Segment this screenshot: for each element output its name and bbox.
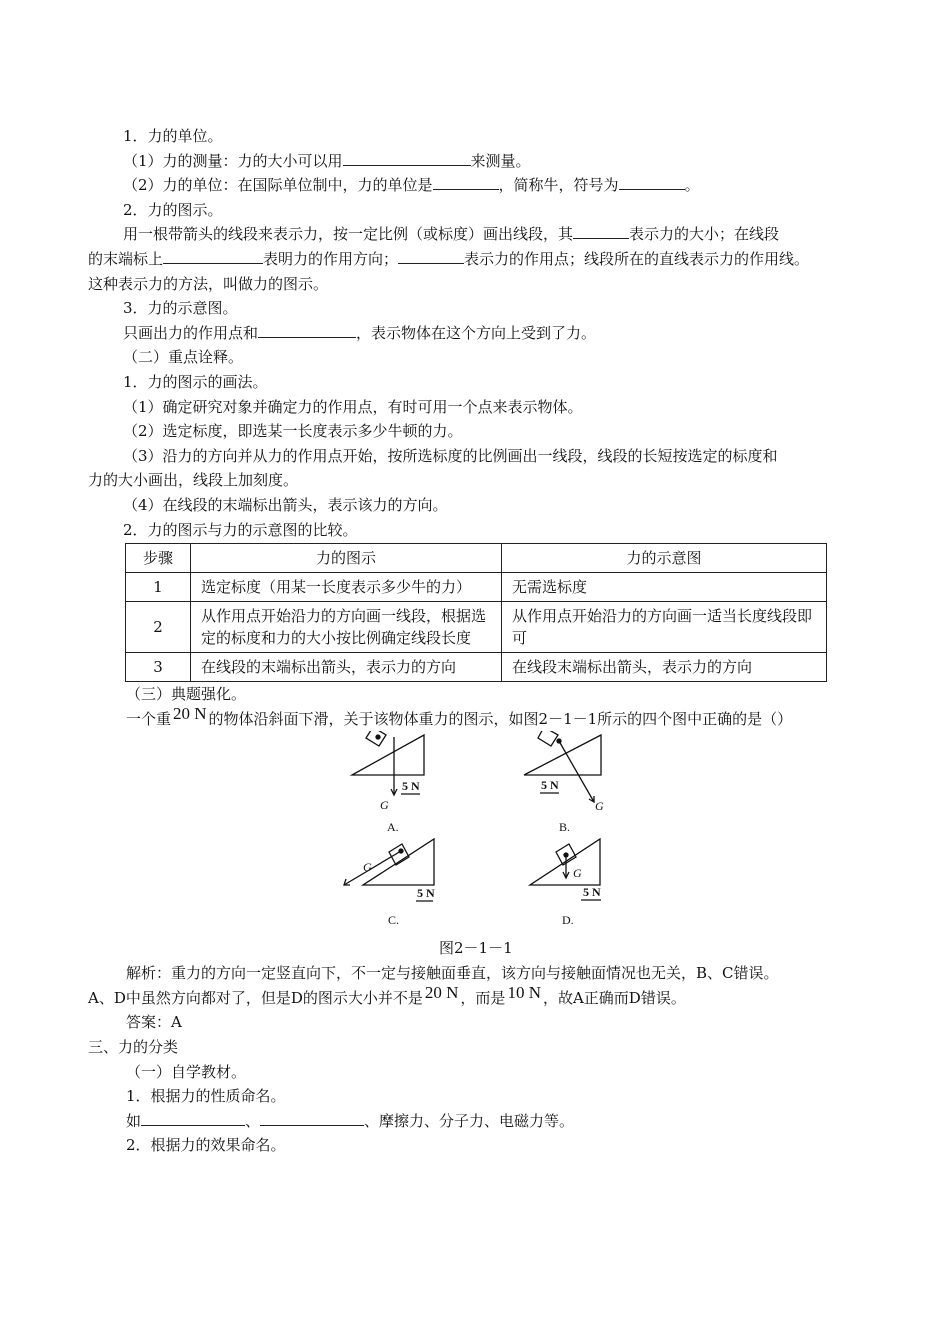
scale-label-a: 5 N — [402, 779, 420, 794]
section-3-self-study: （一）自学教材。 — [126, 1062, 247, 1081]
table-row — [126, 573, 827, 602]
heading-example: （三）典题强化。 — [126, 685, 247, 704]
blank-segment-length[interactable] — [573, 224, 629, 239]
blank-arrow[interactable] — [258, 323, 356, 338]
incline-b — [524, 735, 601, 775]
option-label-b: B. — [559, 820, 571, 835]
scale-label-c: 5 N — [417, 886, 435, 901]
block-b — [538, 731, 558, 746]
figure-caption: 图2－1－1 — [439, 939, 513, 958]
step-2: （2）选定标度，即选某一长度表示多少牛顿的力。 — [123, 422, 463, 441]
blank-start-point[interactable] — [398, 249, 464, 264]
answer: 答案：A — [126, 1013, 182, 1032]
step-3: （3）沿力的方向并从力的作用点开始，按所选标度的比例画出一线段，线段的长短按选定的标度和 — [123, 446, 778, 465]
step-1: （1）确定研究对象并确定力的作用点，有时可用一个点来表示物体。 — [123, 397, 583, 416]
point-a — [376, 735, 380, 739]
solution-line-1: 解析：重力的方向一定竖直向下，不一定与接触面垂直，该方向与接触面情况也无关，B、C错误。 — [126, 964, 779, 983]
force-label-b: G — [595, 799, 604, 814]
line-sketch-desc: 只画出力的作用点和 ，表示物体在这个方向上受到了力。 — [123, 323, 597, 342]
heading-drawing-method: 1．力的图示的画法。 — [123, 372, 268, 391]
option-label-d: D. — [562, 913, 574, 928]
heading-force-sketch: 3．力的示意图。 — [123, 299, 238, 318]
value-10n: 10 N — [507, 982, 541, 1002]
cell-diagram: 选定标度（用某一长度表示多少牛的力） — [191, 573, 502, 602]
force-line-c — [344, 851, 401, 885]
heading-comparison: 2．力的图示与力的示意图的比较。 — [123, 520, 358, 539]
table-header-row — [126, 544, 827, 573]
comparison-table — [125, 543, 827, 682]
section-3-nature: 1．根据力的性质命名。 — [126, 1087, 286, 1106]
solution-line-2: A、D中虽然方向都对了，但是D的图示大小并不是 20 N ，而是 10 N ，故A正确而D错误。 — [88, 982, 686, 1007]
incline-diagrams — [88, 731, 868, 961]
line-force-measure: （1）力的测量：力的大小可以用 来测量。 — [123, 151, 531, 170]
line-diagram-desc-3: 这种表示力的方法，叫做力的图示。 — [88, 274, 329, 293]
cell-step: 1 — [126, 573, 191, 602]
blank-unit-name[interactable] — [433, 175, 499, 190]
blank-arrow-end[interactable] — [163, 249, 263, 264]
blank-measure-tool[interactable] — [343, 151, 471, 166]
cell-sketch: 无需选标度 — [502, 573, 827, 602]
step-3-cont: 力的大小画出，线段上加刻度。 — [88, 471, 299, 490]
scale-label-d: 5 N — [583, 885, 601, 900]
force-line-b — [559, 741, 594, 802]
cell-diagram: 在线段的末端标出箭头，表示力的方向 — [191, 653, 502, 682]
cell-diagram: 从作用点开始沿力的方向画一线段，根据选定的标度和力的大小按比例确定线段长度 — [191, 602, 502, 653]
figure-2-1-1 — [88, 731, 868, 961]
cell-step: 2 — [126, 602, 191, 653]
line-diagram-desc-1: 用一根带箭头的线段来表示力，按一定比例（或标度）画出线段，其 表示力的大小；在线段 — [123, 225, 780, 244]
weight-value: 20 N — [173, 703, 207, 723]
force-label-c: G — [363, 860, 372, 875]
heading-force-unit: 1．力的单位。 — [123, 127, 223, 145]
header-sketch: 力的示意图 — [502, 544, 827, 573]
header-diagram: 力的图示 — [191, 544, 502, 573]
heading-force-diagram: 2．力的图示。 — [123, 200, 223, 219]
step-4: （4）在线段的末端标出箭头，表示该力的方向。 — [123, 495, 448, 514]
option-label-a: A. — [387, 820, 399, 835]
header-step: 步骤 — [126, 544, 191, 573]
blank-force-type-1[interactable] — [141, 1111, 245, 1126]
section-3-effect: 2．根据力的效果命名。 — [126, 1136, 286, 1155]
cell-step: 3 — [126, 653, 191, 682]
cell-sketch: 在线段末端标出箭头，表示力的方向 — [502, 653, 827, 682]
force-label-a: G — [380, 798, 389, 813]
scale-label-b: 5 N — [541, 778, 559, 793]
document-page — [88, 124, 868, 1158]
table-row — [126, 653, 827, 682]
force-label-d: G — [573, 866, 582, 881]
example-question: 一个重 20 N 的物体沿斜面下滑，关于该物体重力的图示，如图2－1－1所示的四个图中正确的是（） — [126, 703, 793, 728]
line-diagram-desc-2: 的末端标上 表明力的作用方向； 表示力的作用点；线段所在的直线表示力的作用线。 — [88, 249, 810, 268]
section-3-title: 三、力的分类 — [88, 1038, 179, 1057]
incline-a — [352, 735, 424, 775]
cell-sketch: 从作用点开始沿力的方向画一适当长度线段即可 — [502, 602, 827, 653]
blank-unit-symbol[interactable] — [619, 175, 685, 190]
heading-key-points: （二）重点诠释。 — [123, 348, 244, 367]
line-force-unit: （2）力的单位：在国际单位制中，力的单位是 ，简称牛，符号为 。 — [123, 176, 700, 195]
table-row — [126, 602, 827, 653]
section-3-examples: 如 、 、摩擦力、分子力、电磁力等。 — [126, 1111, 575, 1130]
diagram-b — [524, 731, 601, 802]
blank-force-type-2[interactable] — [260, 1111, 364, 1126]
value-20n: 20 N — [424, 982, 459, 1002]
option-label-c: C. — [388, 913, 400, 928]
